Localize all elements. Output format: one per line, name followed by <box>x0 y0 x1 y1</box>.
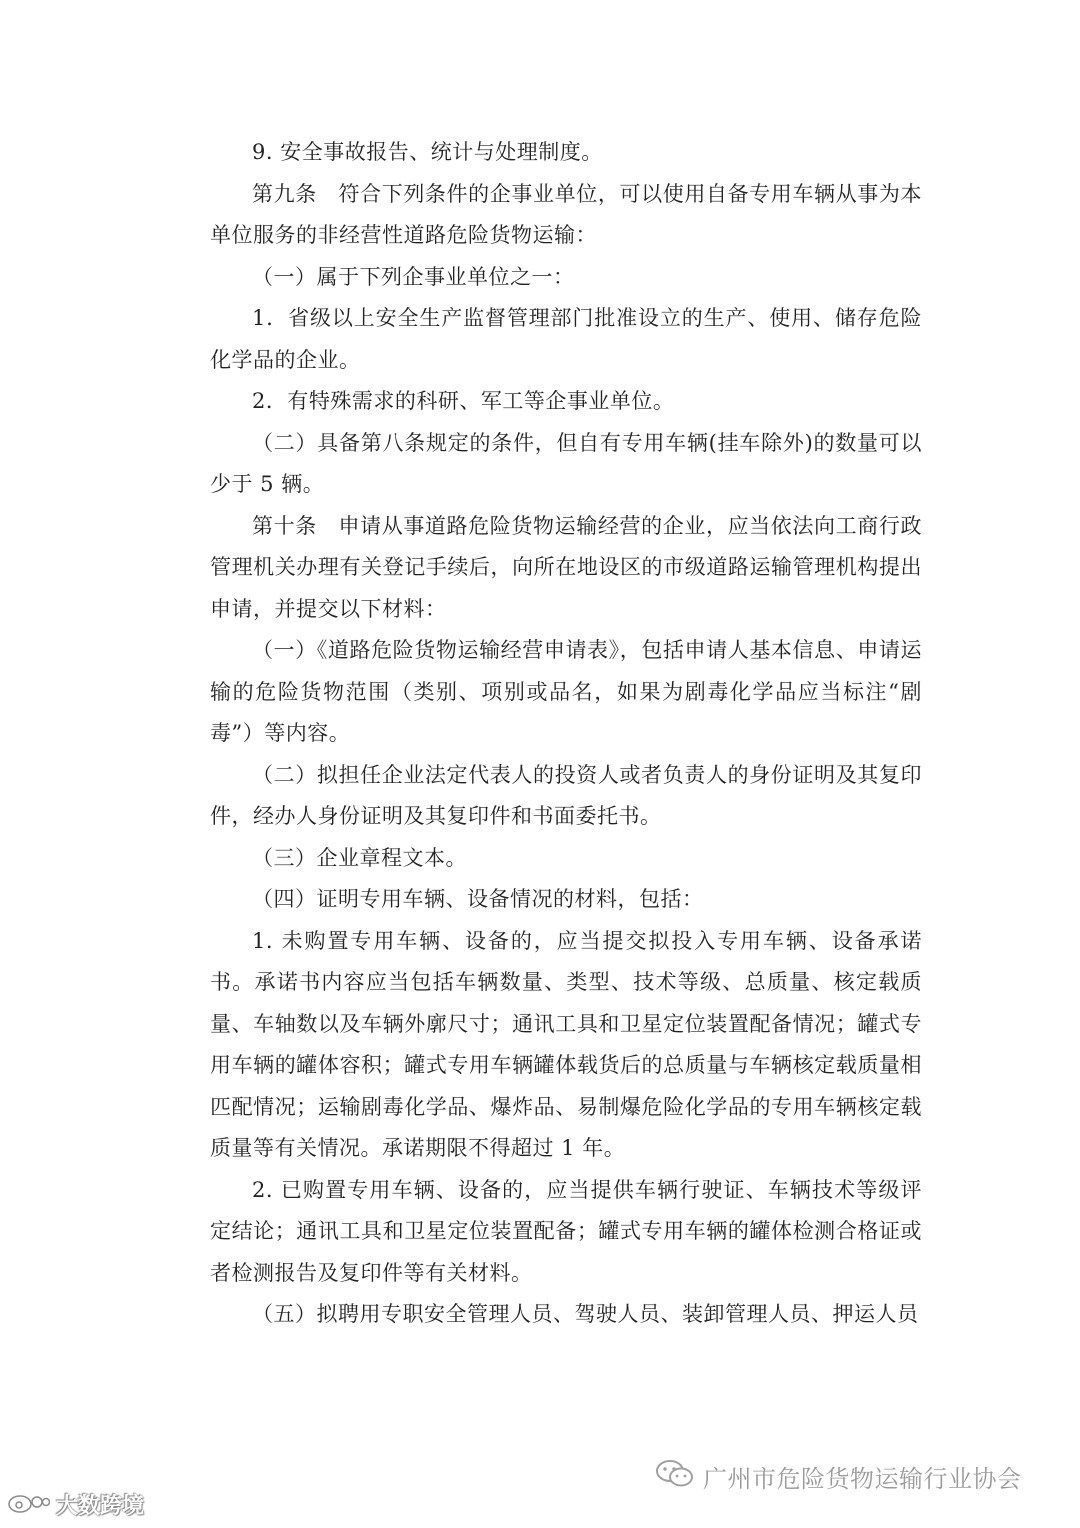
paragraph: 1．省级以上安全生产监督管理部门批准设立的生产、使用、储存危险化学品的企业。 <box>210 306 922 372</box>
watermark-weibo <box>6 1490 144 1518</box>
wechat-icon <box>655 1458 695 1494</box>
paragraph: （二）具备第八条规定的条件，但自有专用车辆(挂车除外)的数量可以少于 5 辆。 <box>210 430 922 496</box>
paragraph: 2. 已购置专用车辆、设备的，应当提供车辆行驶证、车辆技术等级评定结论；通讯工具和卫星定位装置配备；罐式专用车辆的罐体检测合格证或者检测报告及复印件等有关材料。 <box>210 1177 922 1285</box>
watermark-weibo-text: 大数跨境 <box>56 1493 145 1519</box>
paragraph: （一）《道路危险货物运输经营申请表》，包括申请人基本信息、申请运输的危险货物范围（类别、项别或品名，如果为剧毒化学品应当标注“剧毒”）等内容。 <box>210 638 922 745</box>
paragraph: （三）企业章程文本。 <box>252 845 467 870</box>
paragraph: 第十条 申请从事道路危险货物运输经营的企业，应当依法向工商行政管理机关办理有关登记手续后，向所在地设区的市级道路运输管理机构提出申请，并提交以下材料： <box>210 513 922 621</box>
watermark-wechat-text: 广州市危险货物运输行业协会 <box>703 1464 1022 1493</box>
paragraph: （二）拟担任企业法定代表人的投资人或者负责人的身份证明及其复印件，经办人身份证明及其复印件和书面委托书。 <box>210 762 922 828</box>
paragraph: 2．有特殊需求的科研、军工等企事业单位。 <box>252 389 675 413</box>
document-body <box>210 132 922 1336</box>
watermark-wechat <box>655 1460 1022 1492</box>
paragraph: 第九条 符合下列条件的企事业单位，可以使用自备专用车辆从事为本单位服务的非经营性道路危险货物运输： <box>210 181 922 247</box>
paragraph: （一）属于下列企事业单位之一： <box>252 264 575 289</box>
weibo-icon <box>6 1489 50 1519</box>
paragraph: （四）证明专用车辆、设备情况的材料，包括： <box>252 887 704 911</box>
paragraph: 9. 安全事故报告、统计与处理制度。 <box>252 140 603 164</box>
paragraph: （五）拟聘用专职安全管理人员、驾驶人员、装卸管理人员、押运人员 <box>252 1302 919 1326</box>
paragraph: 1. 未购置专用车辆、设备的，应当提交拟投入专用车辆、设备承诺书。承诺书内容应当包括车辆数量、类型、技术等级、总质量、核定载质量、车轴数以及车辆外廓尺寸；通讯工具和卫星定位装置配备情况；罐式专用车辆的罐体容积；罐式专用车辆罐体载货后的总质量与车辆核定载质量相匹配情况；运输剧毒化学品、爆炸品、易制爆危险化学品的专用车辆核定载质量等有关情况。承诺期限不得超过 1 年。 <box>210 928 922 1160</box>
